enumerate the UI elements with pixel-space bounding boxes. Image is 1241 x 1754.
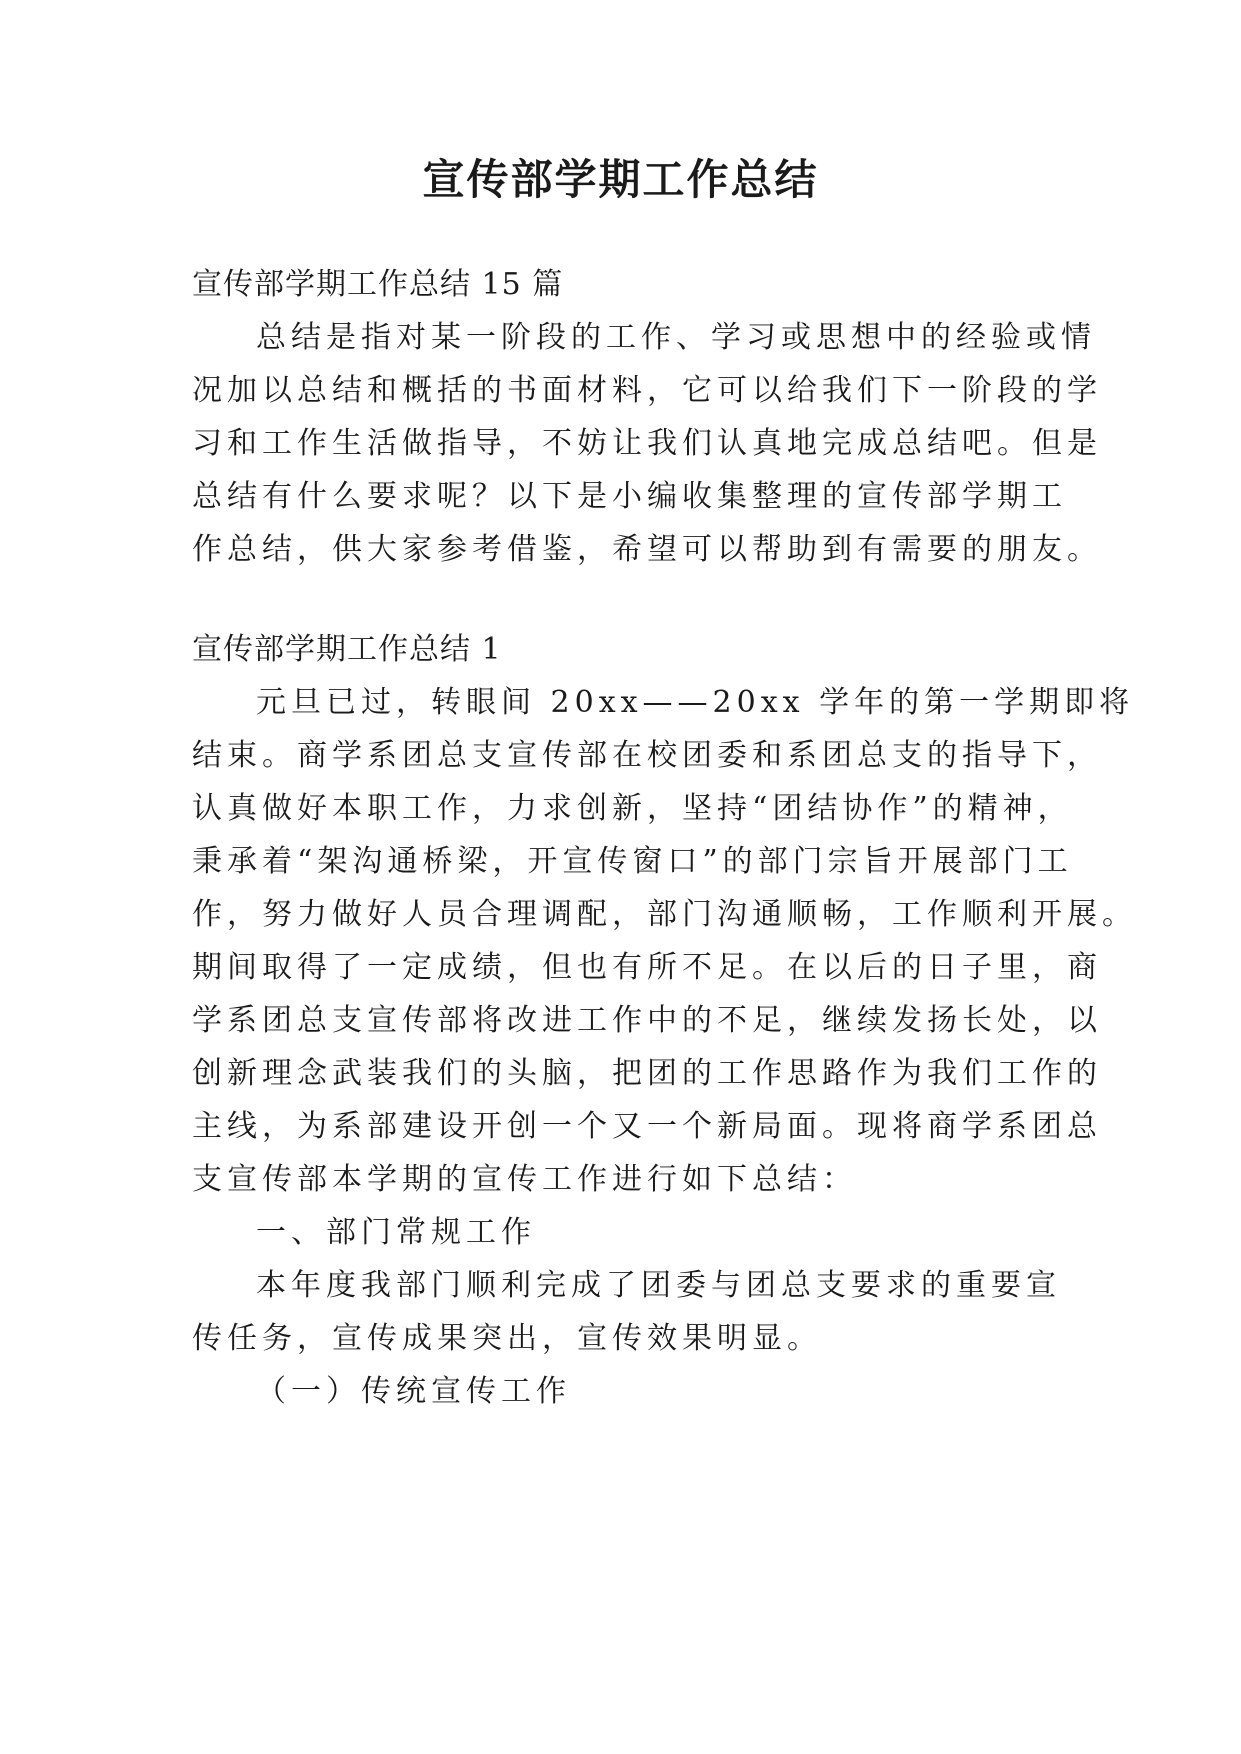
- section-1-heading: 宣传部学期工作总结 1: [192, 632, 502, 667]
- intro-line-4: 总结有什么要求呢？以下是小编收集整理的宣传部学期工: [192, 479, 1067, 514]
- section-1-line-4: 秉承着“架沟通桥梁，开宣传窗口”的部门宗旨开展部门工: [192, 844, 1073, 879]
- intro-line-2: 况加以总结和概括的书面材料，它可以给我们下一阶段的学: [192, 373, 1102, 408]
- section-1-line-7: 学系团总支宣传部将改进工作中的不足，继续发扬长处，以: [192, 1003, 1102, 1038]
- part-1-heading: 一、部门常规工作: [256, 1215, 536, 1250]
- section-1-line-6: 期间取得了一定成绩，但也有所不足。在以后的日子里，商: [192, 950, 1102, 985]
- intro-line-5: 作总结，供大家参考借鉴，希望可以帮助到有需要的朋友。: [192, 532, 1102, 567]
- section-1-line-1: 元旦已过，转眼间 20xx——20xx 学年的第一学期即将: [256, 685, 1135, 720]
- part-1-line-1: 本年度我部门顺利完成了团委与团总支要求的重要宣: [256, 1268, 1061, 1303]
- section-1-line-9: 主线，为系部建设开创一个又一个新局面。现将商学系团总: [192, 1109, 1102, 1144]
- subpart-1-heading: （一）传统宣传工作: [256, 1374, 571, 1409]
- section-1-line-8: 创新理念武装我们的头脑，把团的工作思路作为我们工作的: [192, 1056, 1102, 1091]
- intro-line-3: 习和工作生活做指导，不妨让我们认真地完成总结吧。但是: [192, 426, 1102, 461]
- document-title: 宣传部学期工作总结: [422, 155, 819, 204]
- intro-line-1: 总结是指对某一阶段的工作、学习或思想中的经验或情: [256, 320, 1096, 355]
- section-1-line-10: 支宣传部本学期的宣传工作进行如下总结：: [192, 1162, 857, 1197]
- document-subtitle: 宣传部学期工作总结 15 篇: [192, 267, 564, 302]
- section-1-line-3: 认真做好本职工作，力求创新，坚持“团结协作”的精神，: [192, 791, 1073, 826]
- section-1-line-2: 结束。商学系团总支宣传部在校团委和系团总支的指导下，: [192, 738, 1102, 773]
- part-1-line-2: 传任务，宣传成果突出，宣传效果明显。: [192, 1321, 822, 1356]
- section-1-line-5: 作，努力做好人员合理调配，部门沟通顺畅，工作顺利开展。: [192, 897, 1137, 932]
